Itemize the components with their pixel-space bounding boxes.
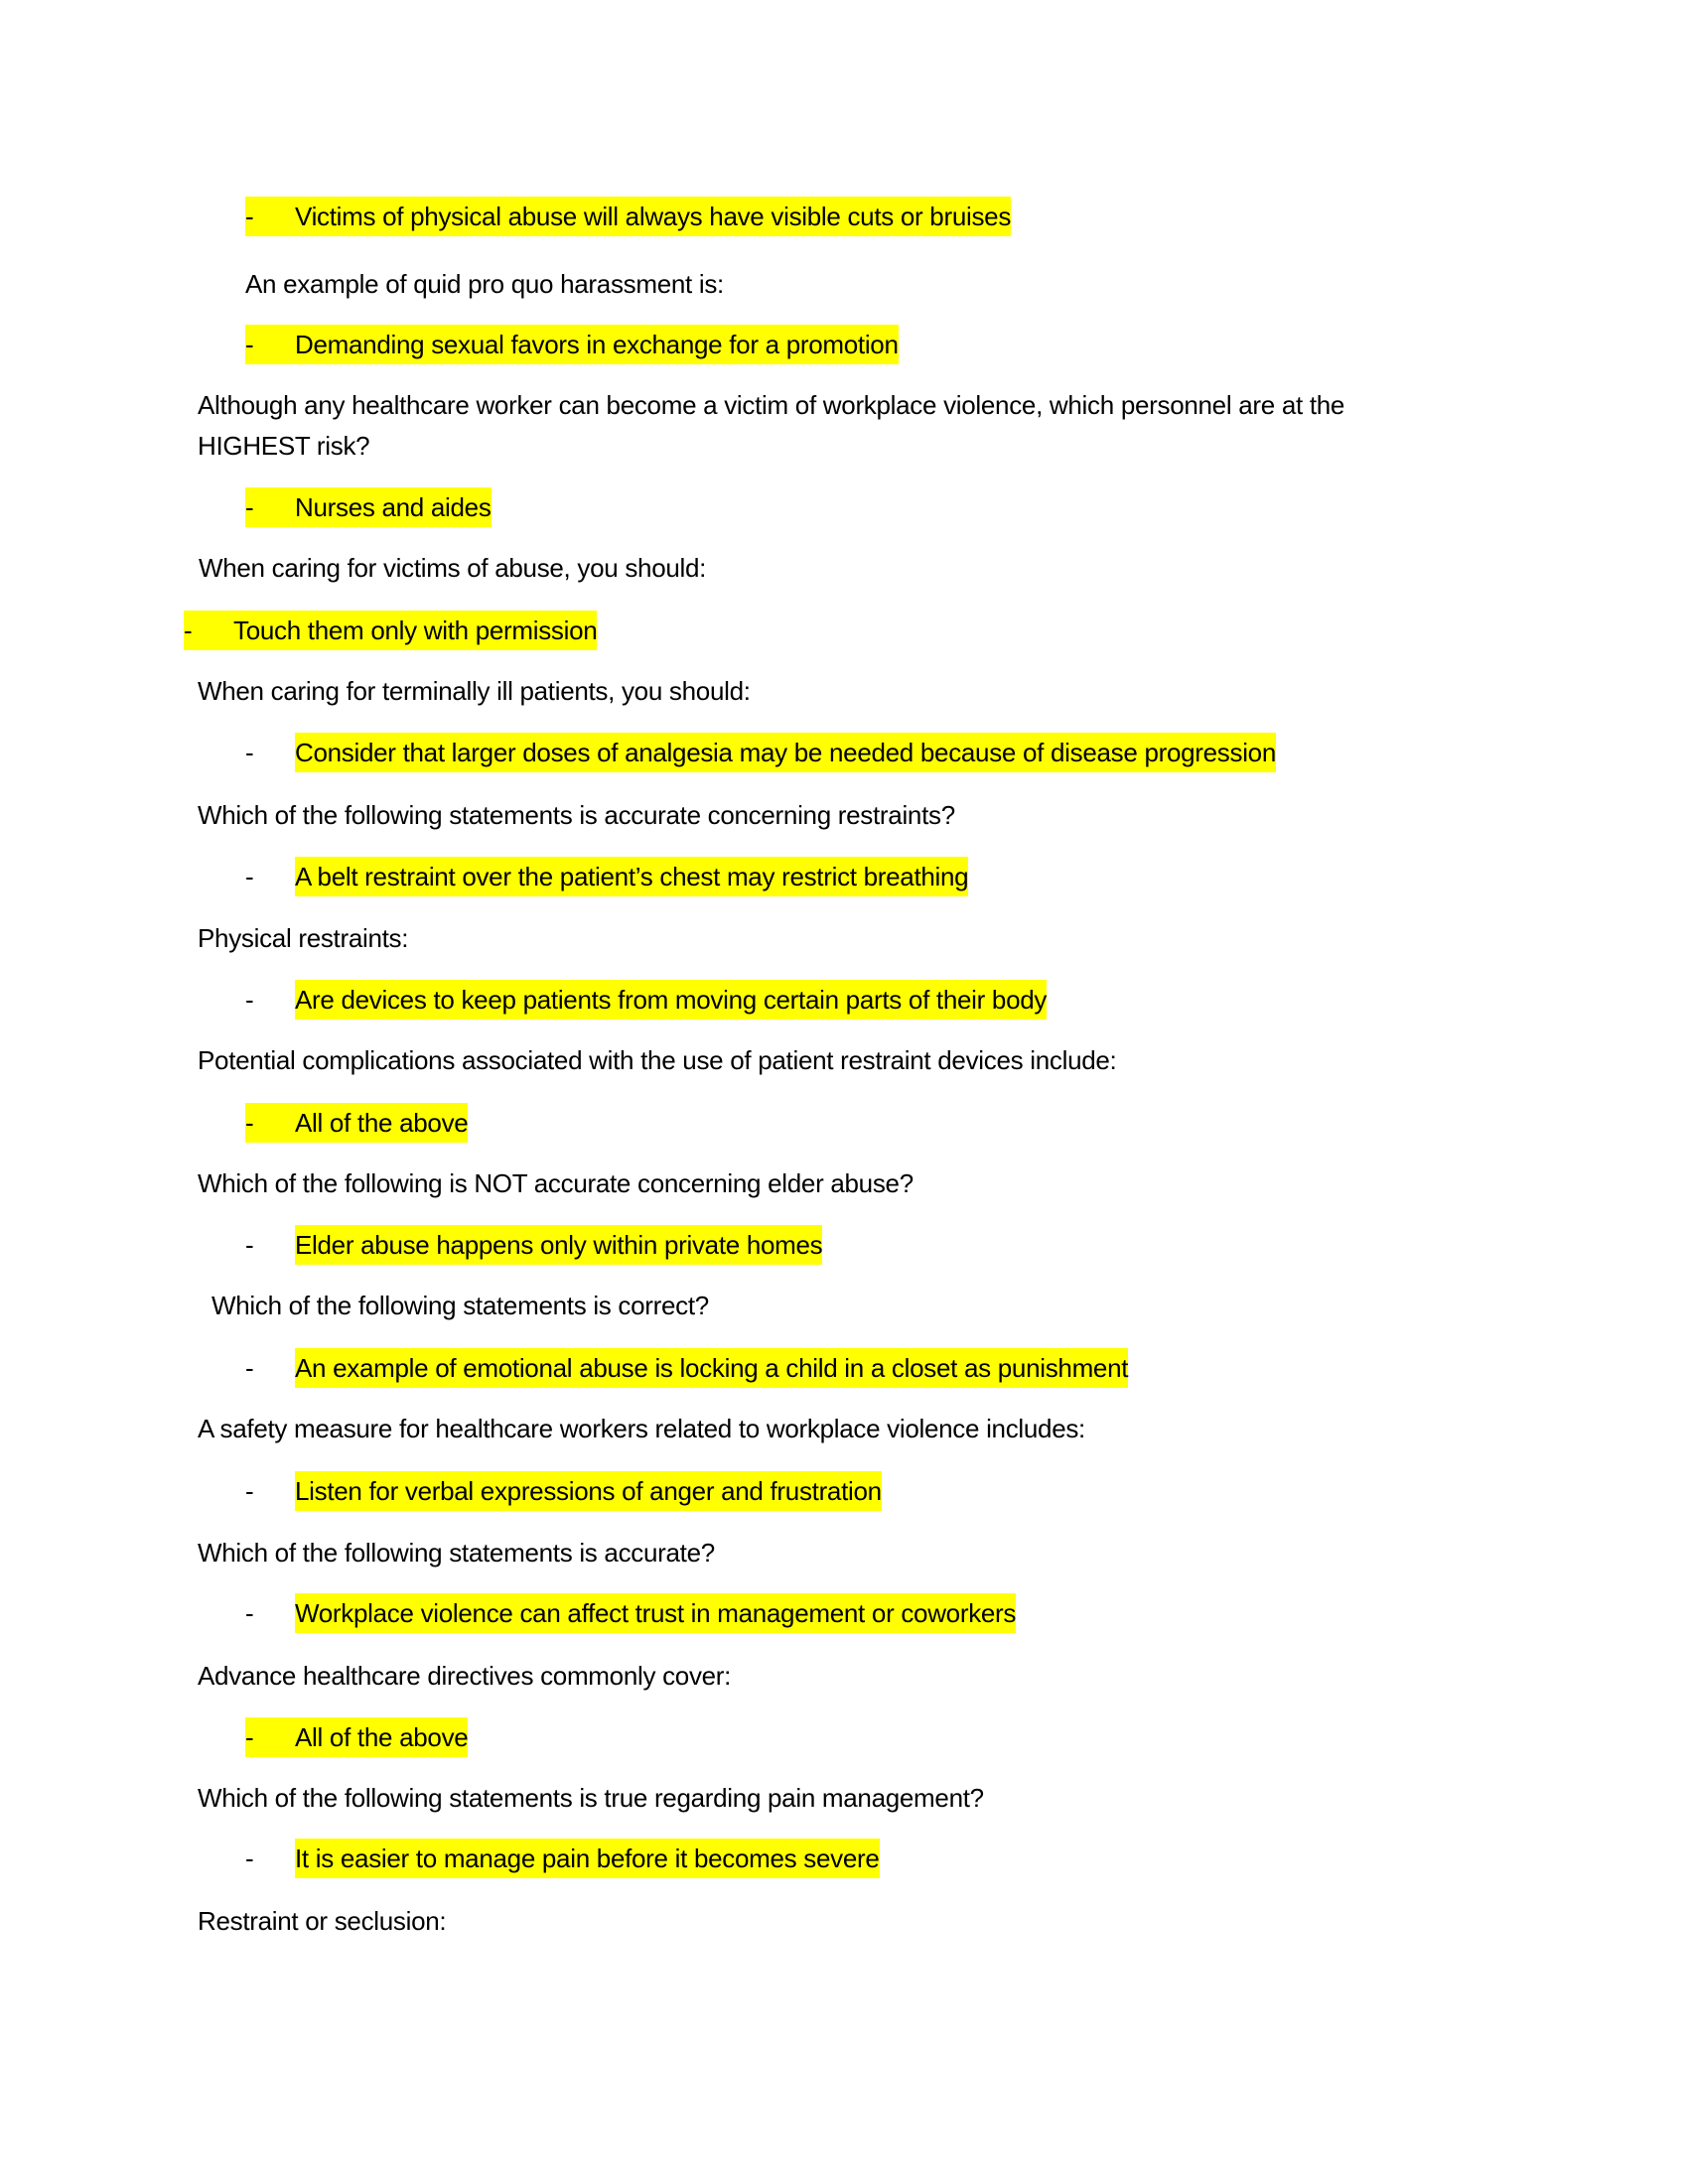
question-text: A safety measure for healthcare workers related to workplace violence includes:: [198, 1414, 1085, 1443]
answer-item: [245, 197, 1011, 236]
highlighted-answer-text: A belt restraint over the patient’s chest may restrict breathing: [295, 857, 968, 896]
highlighted-answer-text: It is easier to manage pain before it becomes severe: [295, 1839, 880, 1878]
answer-item: [245, 1839, 880, 1878]
bullet-dash: -: [184, 614, 193, 645]
highlighted-answer-text: Touch them only with permission: [233, 611, 597, 650]
question-text: Which of the following statements is accurate?: [198, 1538, 715, 1568]
answer-item: [245, 733, 1276, 772]
bullet-dash: -: [245, 1598, 254, 1629]
question-text: HIGHEST risk?: [198, 430, 370, 461]
highlighted-answer-text: Workplace violence can affect trust in management or coworkers: [295, 1593, 1016, 1633]
bullet-dash: -: [245, 1843, 254, 1874]
highlighted-answer-text: All of the above: [295, 1103, 468, 1143]
question-text: When caring for victims of abuse, you should:: [199, 553, 707, 584]
highlighted-answer-text: Are devices to keep patients from moving certain parts of their body: [295, 980, 1047, 1020]
question-text: Potential complications associated with the use of patient restraint devices include:: [198, 1045, 1117, 1076]
question-text: Physical restraints:: [198, 922, 409, 953]
highlighted-answer-text: Demanding sexual favors in exchange for a promotion: [295, 325, 899, 364]
question-text: Which of the following is NOT accurate concerning elder abuse?: [198, 1167, 914, 1198]
answer-item: [245, 1225, 822, 1265]
bullet-dash: -: [245, 1107, 254, 1138]
answer-item: [184, 611, 597, 650]
answer-item: [245, 1348, 1128, 1388]
answer-item: [245, 1471, 882, 1511]
bullet-dash: -: [245, 862, 254, 892]
question-text: Although any healthcare worker can become a victim of workplace violence, which personnel are at the: [198, 390, 1345, 421]
answer-item: [245, 325, 899, 364]
answer-item: [245, 857, 968, 896]
highlighted-answer-text: Elder abuse happens only within private homes: [295, 1225, 822, 1265]
bullet-dash: -: [245, 1475, 254, 1506]
answer-item: [245, 487, 492, 527]
answer-item: [245, 1717, 468, 1757]
bullet-dash: -: [245, 738, 254, 768]
highlighted-answer-text: Nurses and aides: [295, 487, 492, 527]
bullet-dash: -: [245, 985, 254, 1016]
highlighted-answer-text: An example of emotional abuse is locking a child in a closet as punishment: [295, 1348, 1128, 1388]
bullet-dash: -: [245, 1230, 254, 1261]
highlighted-answer-text: Consider that larger doses of analgesia may be needed because of disease progression: [295, 733, 1276, 772]
bullet-dash: -: [245, 330, 254, 360]
bullet-dash: -: [245, 1352, 254, 1383]
highlighted-answer-text: Victims of physical abuse will always have visible cuts or bruises: [295, 197, 1011, 236]
answer-item: [245, 980, 1047, 1020]
bullet-dash: -: [245, 202, 254, 232]
question-text: Restraint or seclusion:: [198, 1905, 447, 1936]
question-text: Which of the following statements is accurate concerning restraints?: [198, 799, 955, 830]
question-text: Advance healthcare directives commonly cover:: [198, 1660, 732, 1691]
question-text: When caring for terminally ill patients, you should:: [198, 675, 751, 706]
answer-item: [245, 1593, 1016, 1633]
bullet-dash: -: [245, 1722, 254, 1753]
highlighted-answer-text: Listen for verbal expressions of anger and frustration: [295, 1471, 882, 1511]
bullet-dash: -: [245, 492, 254, 523]
answer-item: [245, 1103, 468, 1143]
highlighted-answer-text: All of the above: [295, 1717, 468, 1757]
question-text: An example of quid pro quo harassment is:: [245, 269, 724, 300]
question-text: Which of the following statements is correct?: [211, 1291, 709, 1321]
question-text: Which of the following statements is true regarding pain management?: [198, 1783, 984, 1814]
